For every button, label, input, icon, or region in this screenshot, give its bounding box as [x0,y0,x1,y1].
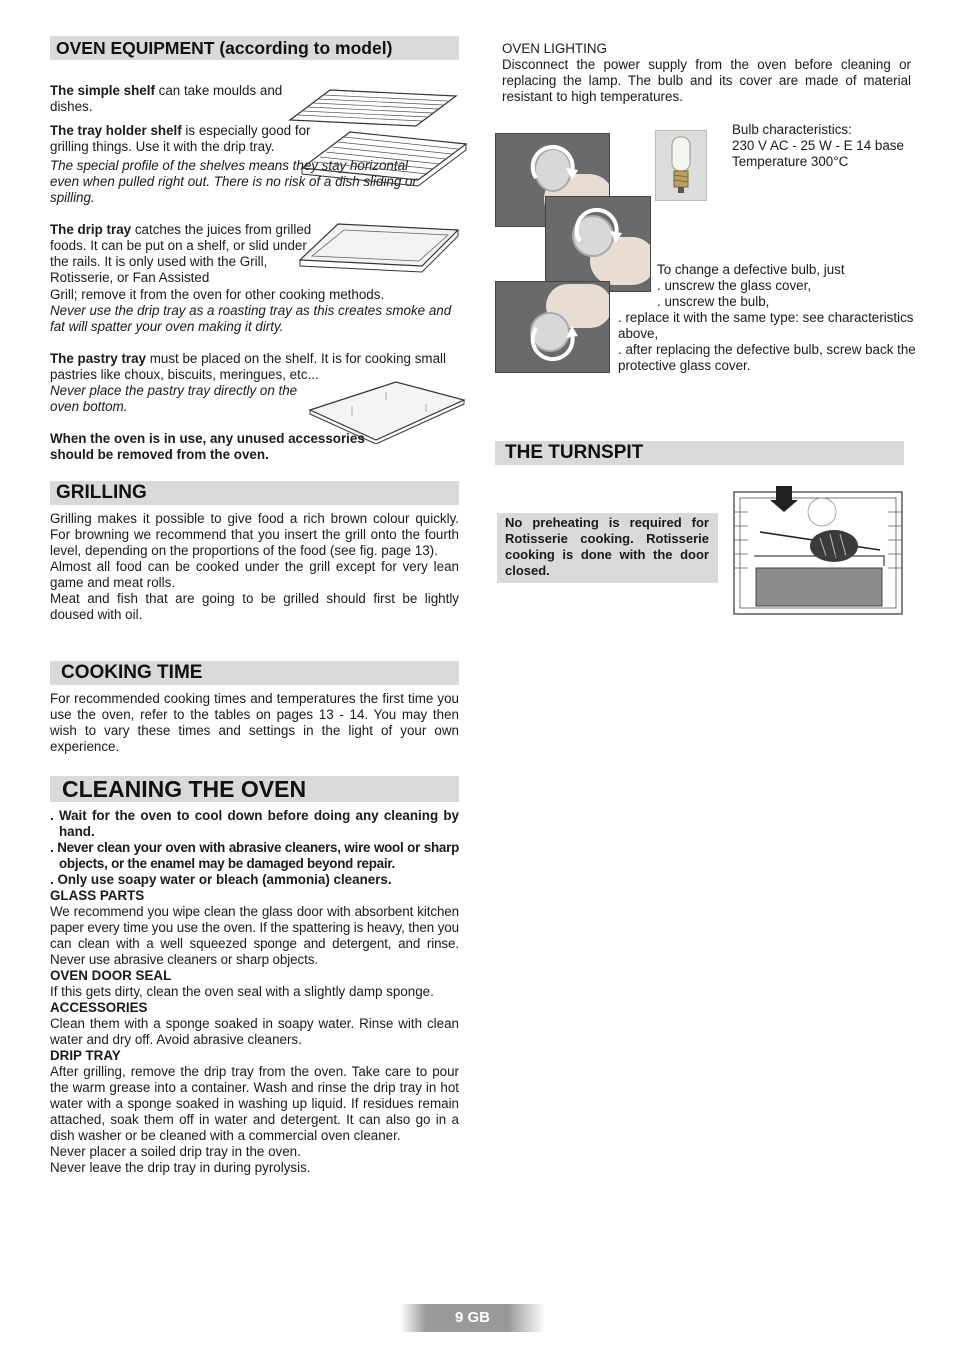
cooking-time-body [50,691,459,755]
change-bulb-steps [618,310,918,374]
turnspit-header [495,441,904,465]
change-bulb-step-3: . replace it with the same type: see characteristics above, [618,310,914,341]
bulb-photo [655,130,707,201]
drip-tray-text-2: Grill; remove it from the oven for other cooking methods. [50,287,385,302]
simple-shelf-text: The simple shelf can take moulds and dishes. [50,83,283,114]
grilling-body [50,511,459,623]
oven-equipment-header [50,36,459,60]
drip-tray-text: The drip tray catches the juices from grilled foods. It can be put on a shelf, or slid under the rails. It is only used with the Grill, Rotisserie, or Fan Assisted [50,222,312,285]
pastry-tray-text: The pastry tray must be placed on the shelf. It is for cooking small pastries like choux, biscuits, meringues, etc... [50,351,446,382]
tray-holder-text: The tray holder shelf is especially good for grilling things. Use it with the drip tray. [50,123,311,154]
change-bulb-step-4: . after replacing the defective bulb, screw back the protective glass cover. [618,342,916,373]
tray-holder-illustration [300,130,468,188]
page-number: 9 GB [454,1309,490,1326]
grilling-title: GRILLING [56,482,147,503]
cooking-time-title: COOKING TIME [61,662,203,683]
replace-cover-photo [495,281,610,373]
unscrew-bulb-photo [545,196,651,292]
door-seal-title: OVEN DOOR SEAL [50,968,172,983]
cooking-time-header [50,661,459,685]
glass-parts-title: GLASS PARTS [50,888,145,903]
cleaning-header [50,776,459,802]
drip-tray-cleaning-line-2: Never placer a soiled drip tray in the oven. [50,1144,301,1159]
cleaning-title: CLEANING THE OVEN [62,776,307,802]
drip-tray-cleaning-line-3: Never leave the drip tray in during pyrolysis. [50,1160,311,1175]
turnspit-note: No preheating is required for Rotisserie cooking. Rotisserie cooking is done with the door closed. [505,515,709,578]
unused-accessories-warning: When the oven is in use, any unused accessories should be removed from the oven. [50,431,365,462]
page-number-bar [400,1304,545,1332]
drip-tray-cleaning-text: After grilling, remove the drip tray from the oven. Take care to pour the warm grease into a container. Wash and rinse the drip tray in hot water with a sponge soaked in washing up liquid. If residues remain attached, soak them off in water and detergent. It can also go in a dish washer or be cleaned with a commercial oven cleaner. [50,1064,459,1143]
bulb-characteristics [732,122,922,170]
cleaning-bullet-1: . Wait for the oven to cool down before doing any cleaning by hand. [50,808,459,839]
change-bulb-intro: To change a defective bulb, just . unscrew the glass cover, . unscrew the bulb, [657,262,917,310]
grilling-paragraph-2: Almost all food can be cooked under the grill except for very lean game and meat rolls. [50,559,459,590]
change-bulb-step-2: . unscrew the bulb, [657,294,770,309]
bulb-temperature: Temperature 300°C [732,154,849,169]
cooking-time-paragraph: For recommended cooking times and temperatures the first time you use the oven, refer to the tables on pages 13 - 14. You may then wish to vary these times and settings in the light of your own experience. [50,691,459,754]
cleaning-bullet-3: . Only use soapy water or bleach (ammonia) cleaners. [50,872,392,887]
grilling-paragraph-3: Meat and fish that are going to be grilled should first be lightly doused with oil. [50,591,459,622]
turnspit-illustration [730,486,906,618]
grilling-paragraph-1: Grilling makes it possible to give food a rich brown colour quickly. For browning we recommend that you insert the grill onto the fourth level, depending on the proportions of the food (see fig. page 13). [50,511,459,558]
simple-shelf-illustration [288,88,460,128]
grilling-header [50,481,459,505]
drip-tray-italic: Never use the drip tray as a roasting tray as this creates smoke and fat will spatter your oven making it dirty. [50,303,452,334]
oven-lighting-title: OVEN LIGHTING [502,41,607,56]
bulb-rating: 230 V AC - 25 W - E 14 base [732,138,904,153]
turnspit-note-box [497,513,718,583]
drip-tray-illustration [298,222,462,276]
pastry-tray-italic: Never place the pastry tray directly on the oven bottom. [50,383,298,414]
cleaning-bullet-2: . Never clean your oven with abrasive cleaners, wire wool or sharp objects, or the enamel may be damaged beyond repair. [50,840,459,871]
door-seal-text: If this gets dirty, clean the oven seal with a slightly damp sponge. [50,984,434,999]
cleaning-body [50,808,459,1176]
oven-lighting-text: Disconnect the power supply from the oven before cleaning or replacing the lamp. The bulb and its cover are made of material resistant to high temperatures. [502,57,911,104]
bulb-characteristics-title: Bulb characteristics: [732,122,852,137]
accessories-text: Clean them with a sponge soaked in soapy water. Rinse with clean water and dry off. Avoid abrasive cleaners. [50,1016,459,1047]
glass-parts-text: We recommend you wipe clean the glass door with absorbent kitchen paper every time you use the oven. If the spattering is heavy, then you can clean with a well squeezed sponge and detergent, and rinse. Never use abrasive cleaners or sharp objects. [50,904,459,967]
drip-tray-cleaning-title: DRIP TRAY [50,1048,121,1063]
turnspit-title: THE TURNSPIT [505,442,644,463]
oven-equipment-title: OVEN EQUIPMENT (according to model) [56,38,393,58]
tray-holder-italic: The special profile of the shelves means they stay horizontal even when pulled right out. There is no risk of a dish sliding or spilling. [50,158,417,205]
change-bulb-step-1: . unscrew the glass cover, [657,278,812,293]
accessories-title: ACCESSORIES [50,1000,148,1015]
